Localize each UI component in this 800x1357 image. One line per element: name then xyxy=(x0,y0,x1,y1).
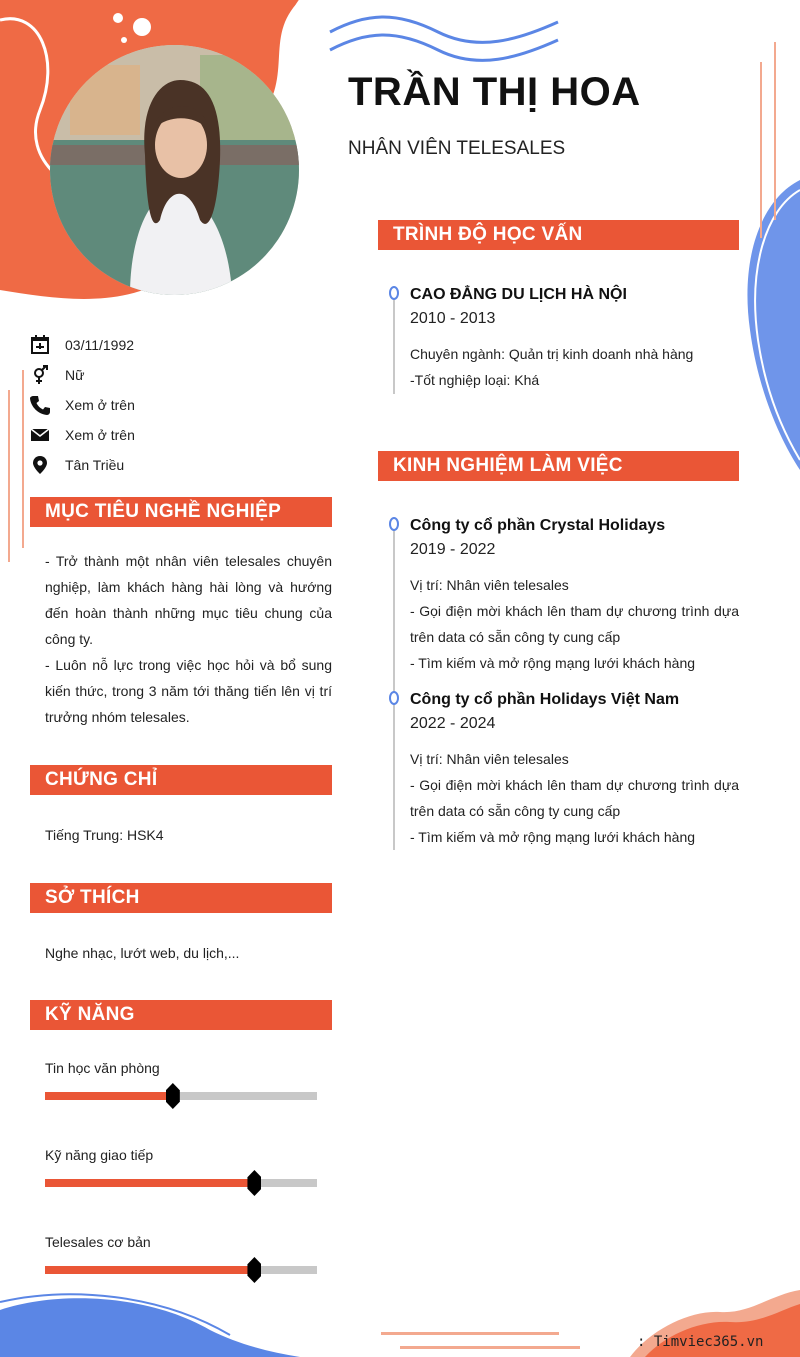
company-name: Công ty cổ phần Crystal Holidays xyxy=(410,517,666,534)
skill-fill xyxy=(45,1092,173,1100)
experience-timeline-dot xyxy=(389,691,399,705)
skill-fill xyxy=(45,1179,254,1187)
experience-heading: KINH NGHIỆM LÀM VIỆC xyxy=(378,451,739,481)
skill-knob xyxy=(247,1257,261,1283)
certificates-heading: CHỨNG CHỈ xyxy=(30,765,332,795)
birthday-text: 03/11/1992 xyxy=(65,337,135,353)
birthday-row xyxy=(30,334,134,356)
education-grade: -Tốt nghiệp loại: Khá xyxy=(410,372,540,388)
right-blue-blob-decoration xyxy=(740,180,800,480)
brand-watermark: : Timviec365.vn xyxy=(637,1334,764,1350)
envelope-icon xyxy=(30,425,50,445)
experience-task: - Gọi điện mời khách lên tham dự chương trình dựa trên data có sẵn công ty cung cấp xyxy=(410,603,739,645)
skill-label-telesales: Telesales cơ bản xyxy=(45,1234,151,1250)
experience-task: - Tìm kiếm và mở rộng mạng lưới khách hàng xyxy=(410,655,696,671)
skills-heading: KỸ NĂNG xyxy=(30,1000,332,1030)
company-name: Công ty cổ phần Holidays Việt Nam xyxy=(410,691,680,708)
address-text: Tân Triều xyxy=(65,457,125,473)
left-peach-line-long xyxy=(8,390,10,562)
phone-text: Xem ở trên xyxy=(65,397,135,413)
objective-line-1: - Trở thành một nhân viên telesales chuyên nghiệp, làm khách hàng hài lòng và hướng đến hoàn thành những mục tiêu chung của công ty. xyxy=(45,553,332,647)
job-title: NHÂN VIÊN TELESALES xyxy=(348,138,566,159)
experience-entry-2 xyxy=(410,688,739,850)
bottom-peach-line-short xyxy=(400,1346,580,1349)
education-major: Chuyên ngành: Quản trị kinh doanh nhà hàng xyxy=(410,346,694,362)
skill-bar-communication xyxy=(45,1179,317,1187)
email-text: Xem ở trên xyxy=(65,427,135,443)
education-heading: TRÌNH ĐỘ HỌC VẤN xyxy=(378,220,739,250)
bottom-left-blue-wave-decoration xyxy=(0,1290,300,1357)
education-years: 2010 - 2013 xyxy=(410,310,496,327)
education-entry xyxy=(410,283,739,393)
objective-line-2: - Luôn nỗ lực trong việc học hỏi và bổ sung kiến thức, trong 3 năm tới thăng tiến lên vị trí trưởng nhóm telesales. xyxy=(45,657,332,725)
address-row xyxy=(30,454,124,476)
experience-years: 2019 - 2022 xyxy=(410,541,496,558)
objective-heading: MỤC TIÊU NGHỀ NGHIỆP xyxy=(30,497,332,527)
skill-knob xyxy=(166,1083,180,1109)
skill-fill xyxy=(45,1266,254,1274)
right-peach-line-long xyxy=(774,42,776,220)
skill-bar-office xyxy=(45,1092,317,1100)
experience-entry-1 xyxy=(410,514,739,676)
experience-timeline-line xyxy=(393,528,395,850)
skill-knob xyxy=(247,1170,261,1196)
location-pin-icon xyxy=(30,455,50,475)
top-wave-decoration xyxy=(328,10,560,70)
experience-task: - Gọi điện mời khách lên tham dự chương trình dựa trên data có sẵn công ty cung cấp xyxy=(410,777,739,819)
calendar-icon xyxy=(30,335,50,355)
gender-icon xyxy=(30,365,50,385)
education-timeline-line xyxy=(393,298,395,394)
right-peach-line-short xyxy=(760,62,762,238)
school-name: CAO ĐẲNG DU LỊCH HÀ NỘI xyxy=(410,286,627,303)
phone-icon xyxy=(30,395,50,415)
experience-position: Vị trí: Nhân viên telesales xyxy=(410,577,569,593)
left-peach-line-short xyxy=(22,370,24,548)
hobbies-text: Nghe nhạc, lướt web, du lịch,... xyxy=(45,945,240,961)
skill-bar-telesales xyxy=(45,1266,317,1274)
skill-label-communication: Kỹ năng giao tiếp xyxy=(45,1147,154,1163)
experience-task: - Tìm kiếm và mở rộng mạng lưới khách hàng xyxy=(410,829,696,845)
objective-text xyxy=(45,548,332,730)
gender-row xyxy=(30,364,84,386)
skill-label-office: Tin học văn phòng xyxy=(45,1060,160,1076)
experience-years: 2022 - 2024 xyxy=(410,715,496,732)
bottom-peach-line-long xyxy=(381,1332,559,1335)
hobbies-heading: SỞ THÍCH xyxy=(30,883,332,913)
certificate-text: Tiếng Trung: HSK4 xyxy=(45,827,164,843)
profile-photo xyxy=(50,45,299,295)
experience-timeline-dot xyxy=(389,517,399,531)
phone-row xyxy=(30,394,135,416)
email-row xyxy=(30,424,135,446)
experience-position: Vị trí: Nhân viên telesales xyxy=(410,751,569,767)
candidate-name: TRẦN THỊ HOA xyxy=(348,70,641,114)
gender-text: Nữ xyxy=(65,367,85,383)
education-timeline-dot xyxy=(389,286,399,300)
